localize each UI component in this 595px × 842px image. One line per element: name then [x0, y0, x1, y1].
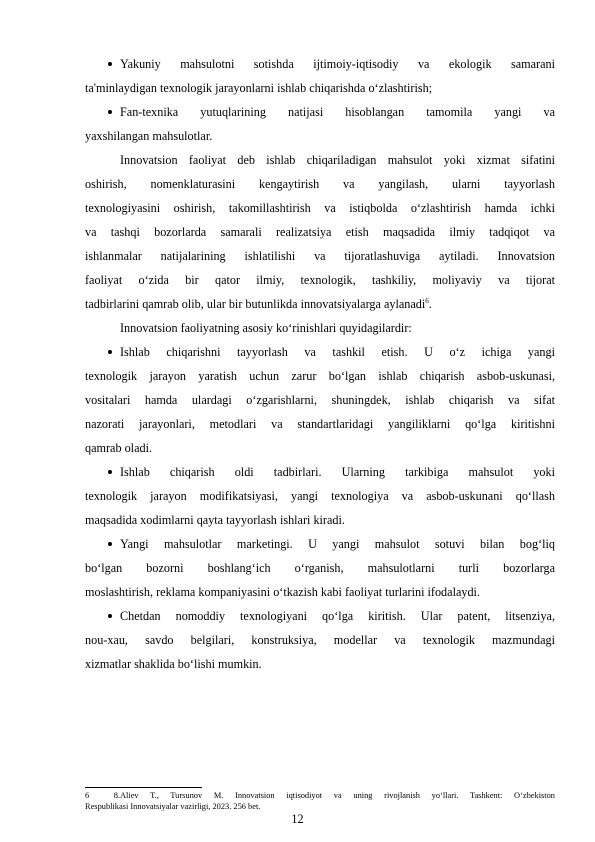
text-line: Ishlab chiqarish oldi tadbirlari. Ularning tarkibiga mahsulot yoki	[120, 465, 555, 479]
text-line: Yakuniy mahsulotni sotishda ijtimoiy-iqtisodiy va ekologik samarani	[120, 57, 555, 71]
paragraph-bullet-2	[85, 100, 555, 148]
text-line: qamrab oladi.	[85, 441, 153, 455]
text-line: bo‘lgan bozorni boshlang‘ich o‘rganish, mahsulotlarni turli bozorlarga	[85, 561, 555, 575]
text-line: texnologiyasini oshirish, takomillashtirish va istiqbolda o‘zlashtirish hamda ichki	[85, 201, 555, 215]
bullet-icon	[108, 614, 112, 618]
bullet-icon	[108, 62, 112, 66]
bullet-icon	[108, 350, 112, 354]
paragraph-innovation-definition: Innovatsion faoliyat deb ishlab chiqariladigan mahsulot yoki xizmat sifatini oshirish, nomenklaturasini kengaytirish va yangilash, ularni tayyorlash texnologiyasini oshirish, takomillashtirish va istiqbolda o‘zlashtirish hamda ichki va tashqi bozorlarda samarali realizatsiya etish maqsadida ilmiy tadqiqot va ishlanmalar natijalarining ishlatilishi va tijoratlashuviga aytiladi. Innovatsion faoliyat o‘zida bir qator ilmiy, texnologik, tashkiliy, moliyaviy va tijorat tadbirlarini qamrab olib, ular bir butunlikda innovatsiyalarga aylanadi$^6$.	[85, 148, 555, 316]
bullet-icon	[108, 110, 112, 114]
text-line: ishlanmalar natijalarining ishlatilishi va tijoratlashuviga aytiladi. Innovatsion	[85, 249, 555, 263]
text-line: tadbirlarini qamrab olib, ular bir butunlikda innovatsiyalarga aylanadi	[85, 297, 426, 311]
text-line: Fan-texnika yutuqlarining natijasi hisoblangan tamomila yangi va	[120, 105, 555, 119]
text-line: Innovatsion faoliyat deb ishlab chiqariladigan mahsulot yoki xizmat sifatini	[120, 153, 555, 167]
text-line: Chetdan nomoddiy texnologiyani qo‘lga kiritish. Ular patent, litsenziya,	[120, 609, 555, 623]
paragraph-forms-intro	[85, 316, 555, 340]
footnote	[85, 790, 555, 812]
text-line: faoliyat o‘zida bir qator ilmiy, texnologik, tashkiliy, moliyaviy va tijorat	[85, 273, 555, 287]
footnote-text: Respublikasi Innovatsiyalar vazirligi, 2023. 256 bet.	[85, 802, 261, 811]
text-line: oshirish, nomenklaturasini kengaytirish va yangilash, ularni tayyorlash	[85, 177, 555, 191]
text-line: nou-xau, savdo belgilari, konstruksiya, modellar va texnologik mazmundagi	[85, 633, 555, 647]
text-line: Innovatsion faoliyatning asosiy ko‘rinishlari quyidagilardir:	[120, 321, 412, 335]
text-line: Ishlab chiqarishni tayyorlash va tashkil etish. U o‘z ichiga yangi	[120, 345, 555, 359]
text-line: ta'minlaydigan texnologik jarayonlarni ishlab chiqarishda o‘zlashtirish;	[85, 81, 433, 95]
footnote-number: 6 8.	[85, 791, 120, 800]
paragraph-bullet-6	[85, 604, 555, 676]
text-line: yaxshilangan mahsulotlar.	[85, 129, 213, 143]
text-line: xizmatlar shaklida bo‘lishi mumkin.	[85, 657, 262, 671]
text-line: texnologik jarayon yaratish uchun zarur bo‘lgan ishlab chiqarish asbob-uskunasi,	[85, 369, 555, 383]
footnote-text: Aliev T., Tursunov M. Innovatsion iqtisodiyot va uning rivojlanish yo‘llari. Tashkent: O‘zbekiston	[120, 791, 555, 800]
paragraph-bullet-1	[85, 52, 555, 100]
footnote-separator	[85, 787, 202, 788]
text-line: moslashtirish, reklama kompaniyasini o‘tkazish kabi faoliyat turlarini ifodalaydi.	[85, 585, 480, 599]
bullet-icon	[108, 542, 112, 546]
bullet-icon	[108, 470, 112, 474]
paragraph-bullet-5	[85, 532, 555, 604]
paragraph-bullet-4	[85, 460, 555, 532]
text-line: Yangi mahsulotlar marketingi. U yangi mahsulot sotuvi bilan bog‘liq	[120, 537, 555, 551]
page-number: 12	[291, 812, 304, 826]
text-line: vositalari hamda ulardagi o‘zgarishlarni, shuningdek, ishlab chiqarish va sifat	[85, 393, 555, 407]
text-line: nazorati jarayonlari, metodlari va standartlaridagi yangiliklarni qo‘lga kiritishni	[85, 417, 555, 431]
text-line: maqsadida xodimlarni qayta tayyorlash ishlari kiradi.	[85, 513, 345, 527]
footnote-reference[interactable]: 6	[425, 297, 429, 305]
text-line: texnologik jarayon modifikatsiyasi, yangi texnologiya va asbob-uskunani qo‘llash	[85, 489, 555, 503]
paragraph-bullet-3	[85, 340, 555, 460]
text-line: va tashqi bozorlarda samarali realizatsiya etish maqsadida ilmiy tadqiqot va	[85, 225, 555, 239]
